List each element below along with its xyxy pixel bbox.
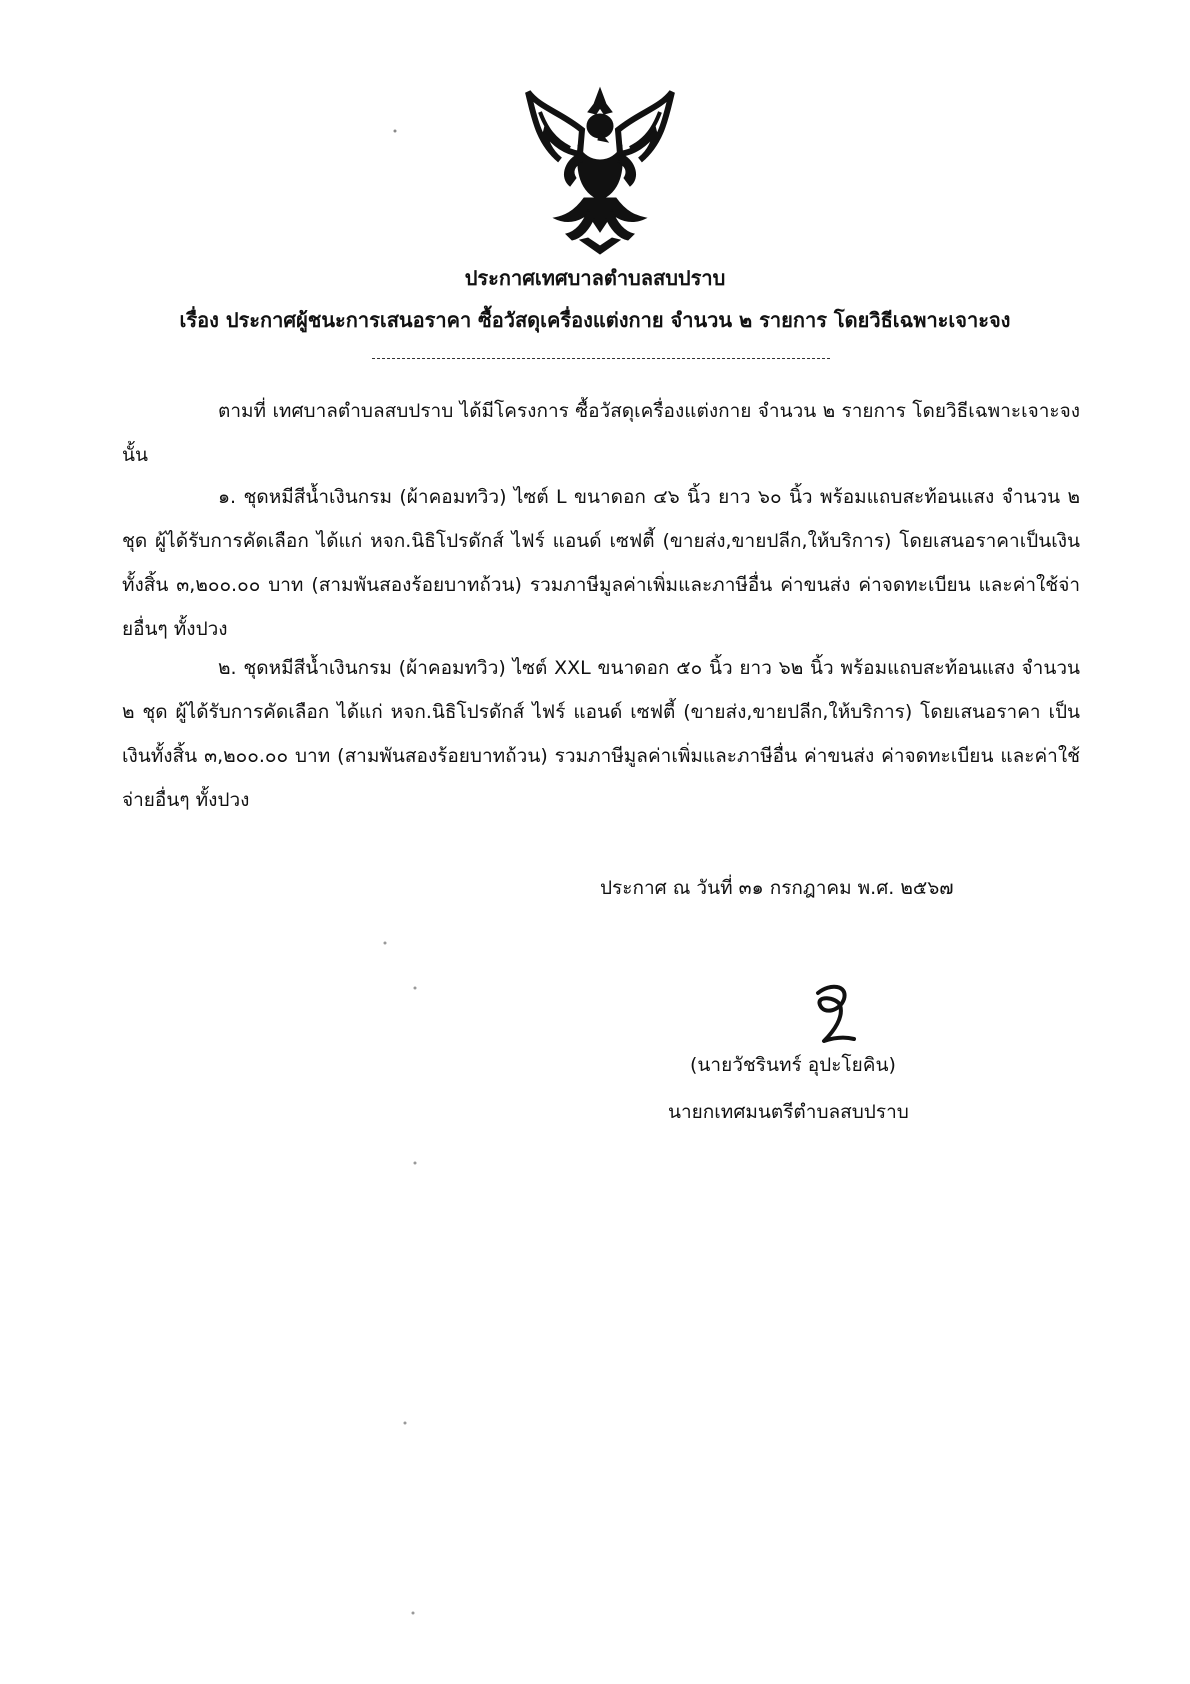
scan-speck bbox=[412, 1160, 418, 1166]
org-title: ประกาศเทศบาลตำบลสบปราบ bbox=[464, 266, 726, 290]
scan-speck bbox=[410, 1610, 416, 1616]
item-2-paragraph: ๒. ชุดหมีสีน้ำเงินกรม (ผ้าคอมทวิว) ไซต์ XXL ขนาดอก ๕๐ นิ้ว ยาว ๖๒ นิ้ว พร้อมแถบสะท้อนแสง จำนวน ๒ ชุด ผู้ได้รับการคัดเลือก ได้แก่ หจก.นิธิโปรดักส์ ไฟร์ แอนด์ เซฟตี้ (ขายส่ง,ขายปลีก,ให้บริการ) โดยเสนอราคา เป็นเงินทั้งสิ้น ๓,๒๐๐.๐๐ บาท (สามพันสองร้อยบาทถ้วน) รวมภาษีมูลค่าเพิ่มและภาษีอื่น ค่าขนส่ง ค่าจดทะเบียน และค่าใช้จ่ายอื่นๆ ทั้งปวง bbox=[122, 657, 1080, 811]
announcement-date: ประกาศ ณ วันที่ ๓๑ กรกฎาคม พ.ศ. ๒๕๖๗ bbox=[600, 877, 954, 899]
title-divider bbox=[372, 358, 830, 359]
signer-position: นายกเทศมนตรีตำบลสบปราบ bbox=[668, 1101, 909, 1123]
intro-paragraph: ตามที่ เทศบาลตำบลสบปราบ ได้มีโครงการ ซื้อวัสดุเครื่องแต่งกาย จำนวน ๒ รายการ โดยวิธีเฉพาะเจาะจง นั้น bbox=[122, 400, 1080, 466]
scan-speck bbox=[392, 128, 398, 134]
item-1-paragraph: ๑. ชุดหมีสีน้ำเงินกรม (ผ้าคอมทวิว) ไซต์ L ขนาดอก ๔๖ นิ้ว ยาว ๖๐ นิ้ว พร้อมแถบสะท้อนแสง จำนวน ๒ ชุด ผู้ได้รับการคัดเลือก ได้แก่ หจก.นิธิโปรดักส์ ไฟร์ แอนด์ เซฟตี้ (ขายส่ง,ขายปลีก,ให้บริการ) โดยเสนอราคาเป็นเงินทั้งสิ้น ๓,๒๐๐.๐๐ บาท (สามพันสองร้อยบาทถ้วน) รวมภาษีมูลค่าเพิ่มและภาษีอื่น ค่าขนส่ง ค่าจดทะเบียน และค่าใช้จ่ายอื่นๆ ทั้งปวง bbox=[122, 486, 1080, 640]
subject-line: เรื่อง ประกาศผู้ชนะการเสนอราคา ซื้อวัสดุเครื่องแต่งกาย จำนวน ๒ รายการ โดยวิธีเฉพาะเจาะจง bbox=[179, 308, 1011, 332]
scan-speck bbox=[412, 985, 418, 991]
scan-speck bbox=[402, 1420, 408, 1426]
handwritten-signature-icon bbox=[790, 975, 870, 1055]
scan-speck bbox=[382, 940, 388, 946]
garuda-emblem-icon bbox=[520, 82, 680, 257]
signer-name: (นายวัชรินทร์ อุปะโยคิน) bbox=[690, 1054, 896, 1076]
